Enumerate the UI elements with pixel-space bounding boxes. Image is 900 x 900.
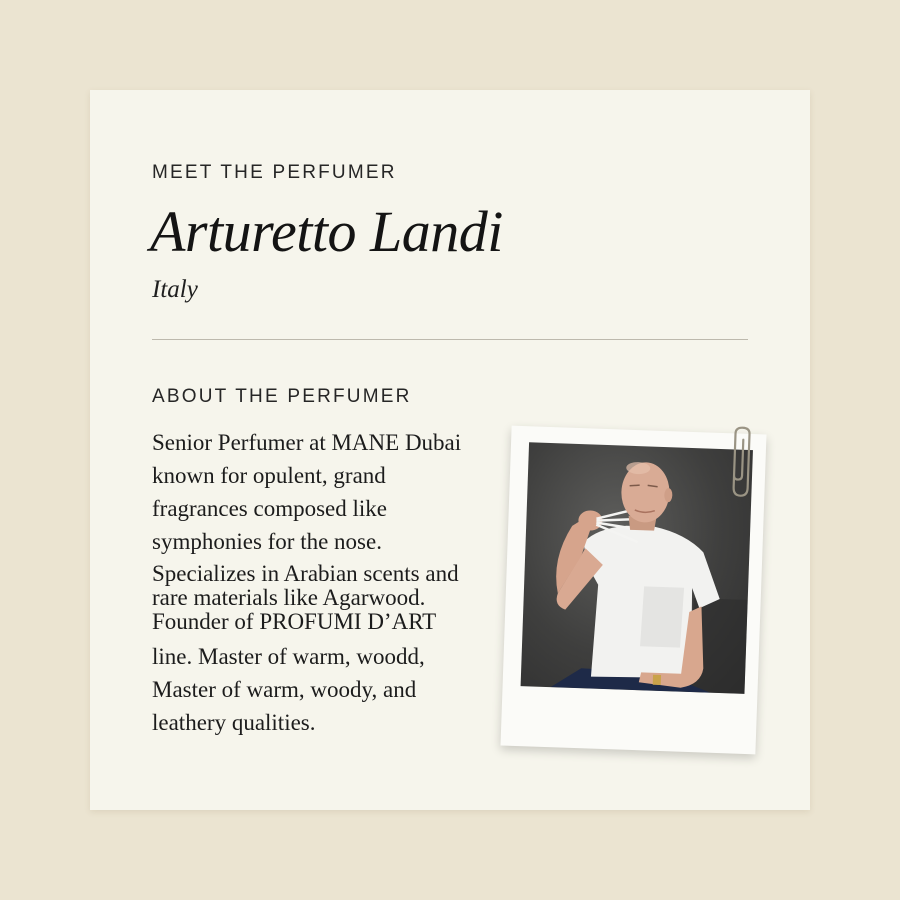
bio-line: symphonies for the nose. [152,529,382,554]
about-heading: ABOUT THE PERFUMER [152,386,412,407]
about-text [152,426,497,739]
bio-line: line. Master of warm, woodd, [152,644,425,669]
perfumer-name: Arturetto Landi [150,199,503,264]
bio-line: Specializes in Arabian scents and [152,561,459,586]
bio-line: Master of warm, woody, and [152,677,417,702]
bio-line: rare materials like Agarwood. [152,585,426,610]
bio-line: fragrances composed like [152,496,388,521]
perfumer-country: Italy [152,276,198,303]
divider [152,339,748,340]
perfumer-photo [521,442,753,694]
perfumer-portrait-illustration [521,442,753,694]
bio-line: Senior Perfumer at MANE Dubai [152,430,462,455]
perfumer-card [90,90,810,810]
bio-line: leathery qualities. [152,710,316,735]
polaroid-photo [500,426,766,755]
section-eyebrow: MEET THE PERFUMER [152,162,397,183]
bio-line: Founder of PROFUMI D’ART [152,609,437,634]
paperclip-icon [723,425,754,500]
bio-line: known for opulent, grand [152,463,386,488]
